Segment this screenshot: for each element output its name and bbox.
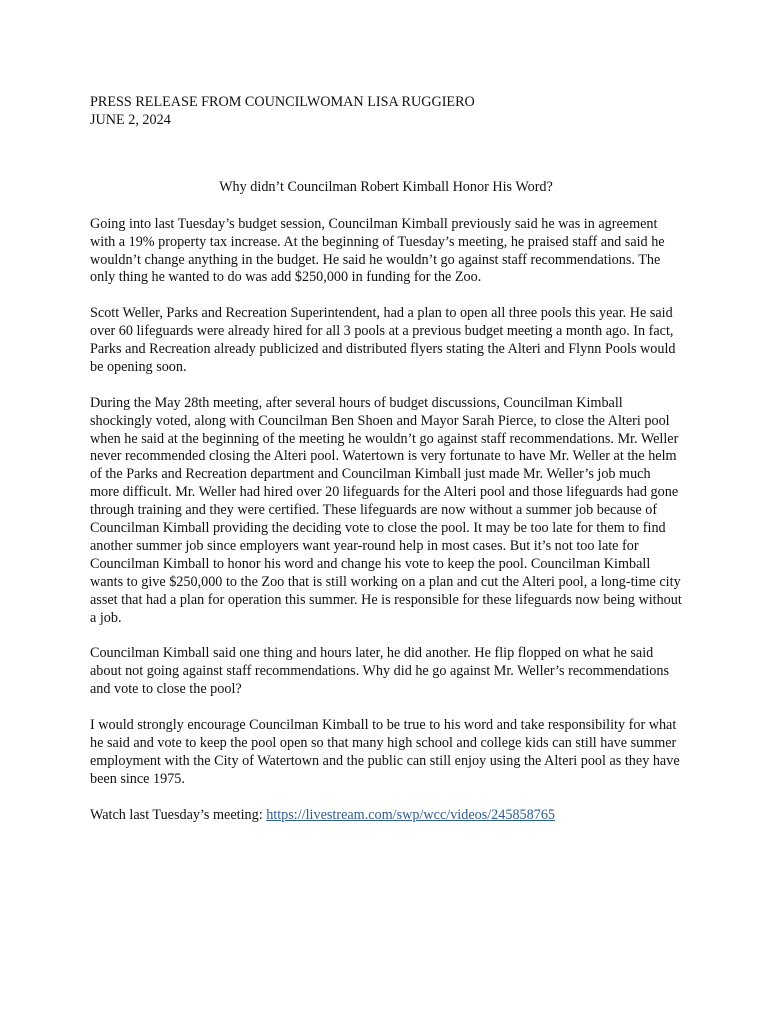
meeting-video-link[interactable]: https://livestream.com/swp/wcc/videos/245858765: [266, 806, 556, 823]
press-release-heading: PRESS RELEASE FROM COUNCILWOMAN LISA RUGGIERO: [90, 94, 475, 110]
press-release-date: JUNE 2, 2024: [90, 111, 171, 128]
paragraph-budget-session: Going into last Tuesday’s budget session, Councilman Kimball previously said he was in agreement with a 19% property tax increase. At the beginning of Tuesday’s meeting, he praised staff and said he wouldn’t change anything in the budget. He said he wouldn’t go against staff recommendations. The only thing he wanted to do was add $250,000 in funding for the Zoo.: [90, 215, 665, 286]
document-title: Why didn’t Councilman Robert Kimball Honor His Word?: [219, 178, 553, 195]
watch-meeting-line: [90, 807, 682, 825]
watch-meeting-label: Watch last Tuesday’s meeting:: [90, 806, 267, 823]
paragraph-encouragement: I would strongly encourage Councilman Kimball to be true to his word and take responsibility for what he said and vote to keep the pool open so that many high school and college kids can still have summer employment with the City of Watertown and the public can still enjoy using the Alteri pool as they have been since 1975.: [90, 717, 680, 787]
paragraph-may-28-meeting: During the May 28th meeting, after several hours of budget discussions, Councilman Kimball shockingly voted, along with Councilman Ben Shoen and Mayor Sarah Pierce, to close the Alteri pool when he said at the beginning of the meeting he wouldn’t go against staff recommendations. Mr. Weller never recommended closing the Alteri pool. Watertown is very fortunate to have Mr. Weller at the helm of the Parks and Recreation department and Councilman Kimball just made Mr. Weller’s job much more difficult. Mr. Weller had hired over 20 lifeguards for the Alteri pool and those lifeguards had gone through training and they were certified. These lifeguards are now without a summer job because of Councilman Kimball providing the deciding vote to close the pool. It may be too late for them to find another summer job since employers want year-round help in most cases. But it’s not too late for Councilman Kimball to honor his word and change his vote to keep the pool. Councilman Kimball wants to give $250,000 to the Zoo that is still working on a plan and cut the Alteri pool, a long-time city asset that had a plan for operation this summer. He is responsible for these lifeguards now being without a job.: [90, 394, 682, 626]
press-release-document: [90, 94, 682, 824]
paragraph-flip-flop: Councilman Kimball said one thing and hours later, he did another. He flip flopped on what he said about not going against staff recommendations. Why did he go against Mr. Weller’s recommendations and vote to close the pool?: [90, 645, 669, 698]
paragraph-pools-plan: Scott Weller, Parks and Recreation Superintendent, had a plan to open all three pools this year. He said over 60 lifeguards were already hired for all 3 pools at a previous budget meeting a month ago. In fact, Parks and Recreation already publicized and distributed flyers stating the Alteri and Flynn Pools would be opening soon.: [90, 305, 676, 375]
